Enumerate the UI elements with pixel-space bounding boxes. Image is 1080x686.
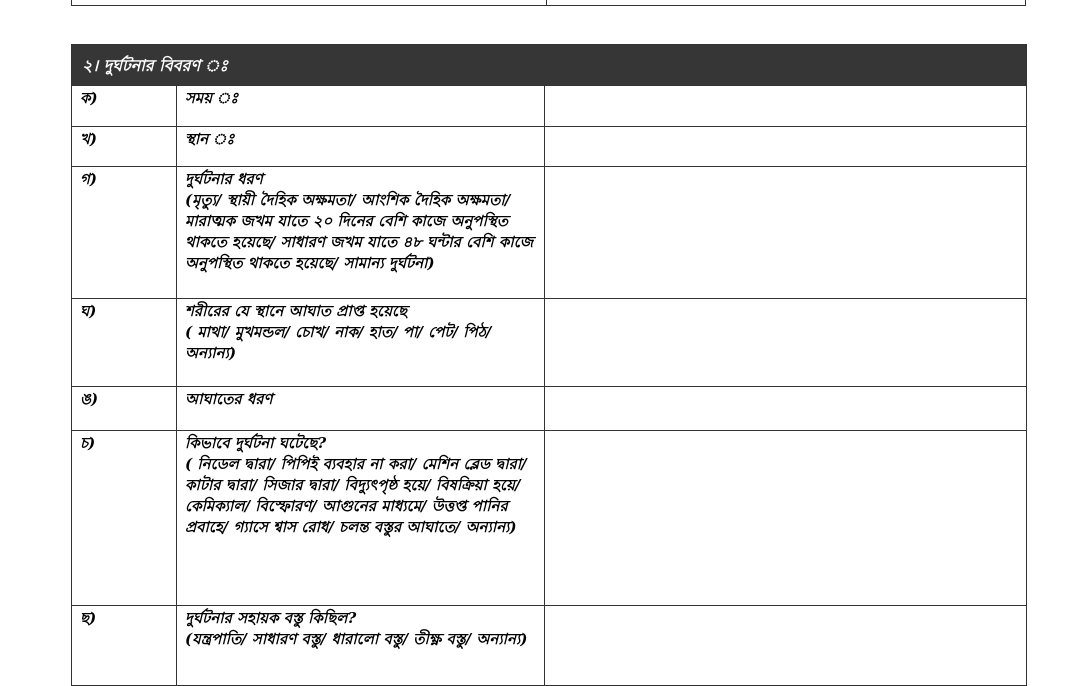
row-question	[177, 387, 545, 431]
previous-section-column-divider	[546, 0, 547, 5]
table-row-accident-type	[72, 167, 1027, 299]
row-question	[177, 167, 545, 299]
question-title: আঘাতের ধরণ	[185, 390, 273, 408]
question-options: ( নিডেল দ্বারা/ পিপিই ব্যবহার না করা/ মেশিন ব্লেড দ্বারা/ কাটার দ্বারা/ সিজার দ্বারা/ বিদ্যুৎপৃষ্ঠ হয়ে/ বিষক্রিয়া হয়ে/ কেমিক্যাল/ বিস্ফোরণ/ আগুনের মাধ্যমে/ উত্তপ্ত পানির প্রবাহে/ গ্যাসে শ্বাস রোধ/ চলন্ত বস্তুর আঘাতে/ অন্যান্য)	[185, 455, 527, 536]
question-options: (মৃত্যু/ স্থায়ী দৈহিক অক্ষমতা/ আংশিক দৈহিক অক্ষমতা/ মারাত্মক জখম যাতে ২০ দিনের বেশি কাজে অনুপস্থিত থাকতে হয়েছে/ সাধারণ জখম যাতে ৪৮ ঘন্টার বেশি কাজে অনুপস্থিত থাকতে হয়েছে/ সামান্য দুর্ঘটনা)	[185, 191, 534, 272]
row-label: গ)	[72, 167, 177, 299]
answer-cell-injured-body-part[interactable]	[545, 299, 1027, 387]
question-title: সময় ঃ	[185, 89, 239, 107]
answer-cell-place[interactable]	[545, 127, 1027, 167]
row-question	[177, 127, 545, 167]
previous-section-table-bottom	[71, 0, 1026, 6]
row-question	[177, 431, 545, 606]
question-title: শরীরের যে স্থানে আঘাত প্রাপ্ত হয়েছে	[185, 302, 408, 320]
row-label: ছ)	[72, 606, 177, 686]
row-label: ঘ)	[72, 299, 177, 387]
table-row-place	[72, 127, 1027, 167]
section-title: ২। দুর্ঘটনার বিবরণ ঃ	[72, 45, 1027, 86]
row-question	[177, 86, 545, 127]
question-title: স্থান ঃ	[185, 130, 235, 148]
accident-details-table	[71, 44, 1027, 686]
table-row-contributing-object	[72, 606, 1027, 686]
question-title: কিভাবে দুর্ঘটনা ঘটেছে?	[185, 434, 327, 452]
row-label: খ)	[72, 127, 177, 167]
section-header-row	[72, 45, 1027, 86]
row-question	[177, 606, 545, 686]
question-options: (যন্ত্রপাতি/ সাধারণ বস্তু/ ধারালো বস্তু/ তীক্ষ্ণ বস্তু/ অন্যান্য)	[185, 630, 528, 648]
answer-cell-injury-type[interactable]	[545, 387, 1027, 431]
question-options: ( মাথা/ মুখমন্ডল/ চোখ/ নাক/ হাত/ পা/ পেট/ পিঠ/ অন্যান্য)	[185, 323, 492, 362]
table-row-injured-body-part	[72, 299, 1027, 387]
answer-cell-time[interactable]	[545, 86, 1027, 127]
table-row-time	[72, 86, 1027, 127]
row-label: ঙ)	[72, 387, 177, 431]
row-question	[177, 299, 545, 387]
answer-cell-contributing-object[interactable]	[545, 606, 1027, 686]
row-label: ক)	[72, 86, 177, 127]
table-row-how-it-happened	[72, 431, 1027, 606]
question-title: দুর্ঘটনার ধরণ	[185, 170, 263, 188]
answer-cell-accident-type[interactable]	[545, 167, 1027, 299]
table-row-injury-type	[72, 387, 1027, 431]
answer-cell-how-it-happened[interactable]	[545, 431, 1027, 606]
question-title: দুর্ঘটনার সহায়ক বস্তু কিছিল?	[185, 609, 357, 627]
row-label: চ)	[72, 431, 177, 606]
